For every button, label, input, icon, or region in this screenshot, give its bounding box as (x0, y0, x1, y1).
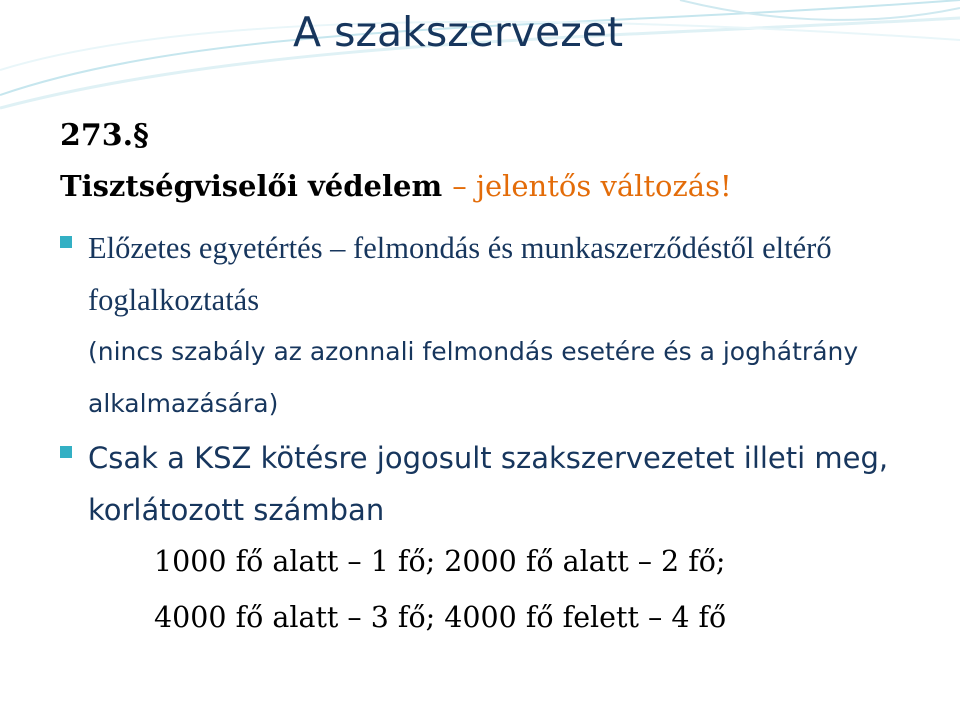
bullet-2-text: Csak a KSZ kötésre jogosult szakszervezetet illeti meg, korlátozott számban (88, 441, 889, 527)
slide-title: A szakszervezet (293, 8, 624, 56)
sub-line-1: 1000 fő alatt – 1 fő; 2000 fő alatt – 2 fő; (154, 545, 726, 578)
bullet-item-1 (88, 222, 948, 430)
bullet-marker-2 (60, 446, 72, 458)
slide-heading (60, 166, 732, 206)
bullet-item-2 (88, 432, 948, 536)
sub-line-2: 4000 fő alatt – 3 fő; 4000 fő felett – 4 fő (154, 601, 727, 634)
bullet-marker-1 (60, 236, 72, 248)
section-number: 273.§ (60, 118, 149, 153)
heading-accent-text: – jelentős változás! (452, 169, 732, 203)
bullet-1-subtext: (nincs szabály az azonnali felmondás esetére és a joghátrány alkalmazására) (88, 337, 859, 418)
heading-bold-text: Tisztségviselői védelem (60, 169, 453, 203)
bullet-1-text: Előzetes egyetértés – felmondás és munkaszerződéstől eltérő foglalkoztatás (88, 231, 832, 317)
